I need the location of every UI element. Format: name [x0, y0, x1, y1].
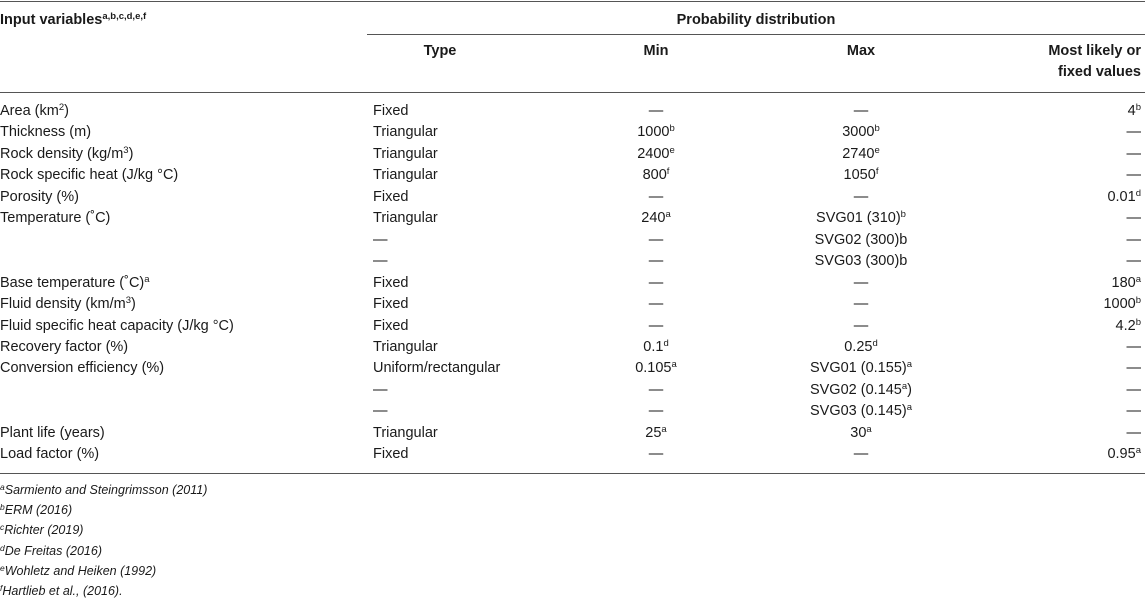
cell-max-text: — [853, 296, 869, 312]
cell-min [556, 403, 756, 420]
cell-max-text: — [853, 446, 869, 462]
cell-likely-text: — [1126, 253, 1141, 269]
cell-min-text: — [648, 382, 664, 398]
cell-min [556, 318, 756, 335]
cell-max-sup: b [900, 209, 906, 220]
footnote-mark: b [0, 502, 5, 512]
cell-max [761, 339, 961, 356]
cell-variable-after: ) [64, 103, 69, 119]
footnote-mark: c [0, 522, 5, 532]
cell-max [761, 167, 961, 184]
cell-likely [945, 189, 1141, 206]
footnote-text: Hartlieb et al., (2016). [2, 584, 123, 598]
cell-min-sup: a [665, 209, 671, 220]
footnote-mark: e [0, 563, 5, 573]
cell-likely-text: 0.01 [1107, 189, 1136, 205]
cell-min [556, 210, 756, 227]
cell-variable-text: Fluid specific heat capacity (J/kg °C) [0, 318, 234, 334]
cell-max-text: 0.25 [844, 339, 873, 355]
cell-variable-text: Temperature (˚C) [0, 210, 111, 226]
cell-max [761, 275, 961, 292]
cell-likely-text: 4 [1127, 103, 1136, 119]
header-max: Max [846, 43, 876, 59]
cell-min-text: 0.105 [635, 360, 672, 376]
cell-min [556, 253, 756, 270]
cell-type-text: Fixed [373, 103, 409, 119]
cell-max [761, 318, 961, 335]
cell-type [373, 339, 438, 356]
cell-max-sup: e [874, 145, 880, 156]
cell-min [556, 167, 756, 184]
cell-min-sup: b [669, 123, 675, 134]
cell-type [373, 318, 408, 335]
cell-type-text: Triangular [373, 425, 438, 441]
cell-min-sup: d [663, 338, 669, 349]
cell-likely-text: — [1126, 167, 1141, 183]
cell-max [761, 146, 961, 163]
cell-max-text: SVG01 (0.155) [809, 360, 907, 376]
cell-variable-text: Rock specific heat (J/kg °C) [0, 167, 179, 183]
footnote-text: Sarmiento and Steingrimsson (2011) [4, 483, 208, 497]
cell-variable [0, 275, 150, 292]
top-rule [0, 1, 1145, 2]
cell-variable-text: Fluid density (km/m [0, 296, 126, 312]
group-rule [367, 34, 1145, 35]
header-type: Type [423, 43, 457, 59]
cell-type [373, 382, 388, 399]
cell-variable-text: Rock density (kg/m [0, 146, 124, 162]
cell-variable-text: Area (km [0, 103, 59, 119]
cell-likely-sup: b [1135, 317, 1141, 328]
cell-likely [945, 232, 1141, 249]
cell-max-text: 3000 [842, 124, 875, 140]
cell-min [556, 339, 756, 356]
footnote [0, 503, 72, 518]
cell-min-text: — [648, 296, 664, 312]
cell-min [556, 146, 756, 163]
cell-max-text: — [853, 103, 869, 119]
cell-type-text: Triangular [373, 124, 438, 140]
cell-type-text: — [373, 253, 388, 269]
cell-likely [945, 210, 1141, 227]
cell-variable-text: Load factor (%) [0, 446, 100, 462]
cell-likely-text: 1000 [1103, 296, 1136, 312]
footnote-text: Richter (2019) [4, 523, 84, 537]
footnote [0, 584, 123, 599]
cell-type-text: Triangular [373, 146, 438, 162]
cell-variable [0, 124, 91, 141]
cell-min [556, 446, 756, 463]
cell-min-text: 0.1 [643, 339, 664, 355]
cell-variable [0, 318, 234, 335]
cell-likely-text: 180 [1111, 275, 1136, 291]
cell-min-text: — [648, 446, 664, 462]
cell-likely [945, 124, 1141, 141]
cell-max [761, 425, 961, 442]
cell-max [761, 103, 961, 120]
cell-max-text: SVG03 (300)b [814, 253, 908, 269]
cell-type-text: — [373, 232, 388, 248]
cell-max-sup: a [906, 402, 913, 413]
cell-max-sup: a [866, 424, 872, 435]
cell-min [556, 275, 756, 292]
footnote [0, 523, 83, 538]
cell-max-text: SVG01 (310) [816, 210, 901, 226]
cell-type-text: Triangular [373, 339, 438, 355]
header-likely-line1: Most likely or [1048, 43, 1141, 59]
cell-likely-sup: a [1135, 274, 1141, 285]
cell-likely-text: 0.95 [1107, 446, 1136, 462]
cell-type-text: — [373, 403, 388, 419]
cell-variable-sup: 2 [58, 102, 65, 113]
cell-likely-text: — [1126, 339, 1141, 355]
footnote-text: Wohletz and Heiken (1992) [4, 564, 157, 578]
cell-type [373, 403, 388, 420]
cell-likely [945, 339, 1141, 356]
cell-max-text: — [853, 275, 869, 291]
cell-variable [0, 210, 110, 227]
cell-type-text: Fixed [373, 189, 409, 205]
cell-likely-text: — [1126, 382, 1141, 398]
cell-min-text: — [648, 189, 664, 205]
footnote-text: ERM (2016) [4, 503, 73, 517]
cell-type-text: Uniform/rectangular [373, 360, 501, 376]
cell-variable-text: Thickness (m) [0, 124, 92, 140]
cell-type [373, 189, 408, 206]
cell-min [556, 425, 756, 442]
cell-likely [945, 382, 1141, 399]
cell-max-text: — [853, 318, 869, 334]
footnote-text: De Freitas (2016) [4, 544, 102, 558]
cell-min-text: — [648, 275, 664, 291]
cell-max-text: SVG02 (0.145 [809, 382, 902, 398]
footnote [0, 544, 102, 559]
cell-max [761, 124, 961, 141]
cell-min [556, 189, 756, 206]
cell-type [373, 296, 408, 313]
cell-min-text: — [648, 103, 664, 119]
cell-max [761, 189, 961, 206]
cell-type [373, 103, 408, 120]
cell-min-text: 240 [641, 210, 666, 226]
cell-variable [0, 360, 164, 377]
cell-likely-text: — [1126, 146, 1141, 162]
cell-likely-text: — [1126, 210, 1141, 226]
footnote-mark: d [0, 543, 5, 553]
cell-variable [0, 339, 128, 356]
cell-type-text: Fixed [373, 318, 409, 334]
cell-variable [0, 296, 136, 313]
cell-variable-text: Porosity (%) [0, 189, 79, 205]
cell-likely [945, 275, 1141, 292]
cell-max-sup: a [906, 359, 913, 370]
cell-likely-text: 4.2 [1115, 318, 1136, 334]
cell-type-text: Fixed [373, 275, 409, 291]
cell-max [761, 296, 961, 313]
cell-min [556, 103, 756, 120]
cell-type [373, 360, 500, 377]
cell-variable-text: Recovery factor (%) [0, 339, 129, 355]
cell-variable-sup: 3 [123, 145, 129, 156]
cell-min [556, 232, 756, 249]
header-probability-distribution: Probability distribution [676, 12, 836, 28]
cell-likely [945, 318, 1141, 335]
cell-max [761, 253, 961, 270]
cell-likely-text: — [1126, 232, 1141, 248]
cell-type [373, 232, 388, 249]
cell-likely [945, 403, 1141, 420]
cell-variable [0, 189, 79, 206]
cell-variable [0, 146, 133, 163]
cell-min-sup: e [669, 145, 675, 156]
cell-variable-text: Base temperature (˚C) [0, 275, 145, 291]
cell-variable-sup: 3 [125, 295, 131, 306]
cell-max-sup: d [872, 338, 878, 349]
cell-min-text: 2400 [637, 146, 670, 162]
cell-type [373, 167, 438, 184]
cell-max-text: SVG02 (300)b [814, 232, 908, 248]
cell-max-text: 2740 [842, 146, 875, 162]
cell-type-text: Fixed [373, 446, 409, 462]
cell-likely [945, 425, 1141, 442]
header-rule [0, 92, 1145, 93]
cell-min [556, 360, 756, 377]
cell-likely-text: — [1126, 425, 1141, 441]
cell-likely-sup: b [1135, 102, 1141, 113]
cell-max [761, 232, 961, 249]
cell-likely-sup: a [1135, 445, 1141, 456]
cell-variable [0, 425, 105, 442]
cell-type [373, 425, 438, 442]
cell-likely-sup: b [1135, 295, 1141, 306]
cell-type [373, 253, 388, 270]
cell-min-text: 25 [645, 425, 662, 441]
cell-min-text: — [648, 403, 664, 419]
cell-min-text: 1000 [637, 124, 670, 140]
cell-variable [0, 446, 99, 463]
cell-likely [945, 253, 1141, 270]
cell-min-sup: f [666, 166, 670, 177]
cell-max-text: 1050 [843, 167, 876, 183]
cell-max [761, 210, 961, 227]
cell-likely-text: — [1126, 360, 1141, 376]
cell-type-text: Fixed [373, 296, 409, 312]
cell-max-sup: f [875, 166, 879, 177]
cell-type-text: Triangular [373, 210, 438, 226]
cell-min-text: — [648, 253, 664, 269]
cell-likely-text: — [1126, 124, 1141, 140]
header-min: Min [643, 43, 669, 59]
cell-max-sup: b [874, 123, 880, 134]
cell-max-text: 30 [850, 425, 867, 441]
cell-max [761, 360, 961, 377]
cell-min [556, 296, 756, 313]
cell-type [373, 210, 438, 227]
cell-min [556, 124, 756, 141]
cell-min-text: 800 [642, 167, 667, 183]
cell-variable-sup: a [144, 274, 150, 285]
cell-min-sup: a [661, 424, 667, 435]
cell-min-text: — [648, 318, 664, 334]
cell-likely [945, 103, 1141, 120]
cell-min [556, 382, 756, 399]
cell-type [373, 275, 408, 292]
cell-likely [945, 360, 1141, 377]
cell-likely [945, 446, 1141, 463]
cell-max-sup: a [901, 381, 908, 392]
header-input-variables: Input variables$^{a,b,c,d,e,f}$ [0, 11, 147, 28]
cell-max [761, 403, 961, 420]
cell-max-after: ) [907, 382, 913, 398]
header-likely-line2: fixed values [1057, 64, 1141, 80]
cell-variable-text: Plant life (years) [0, 425, 105, 441]
cell-variable-after: ) [128, 146, 134, 162]
cell-max-text: — [853, 189, 869, 205]
cell-likely-sup: d [1135, 188, 1141, 199]
cell-likely-text: — [1126, 403, 1141, 419]
cell-type [373, 446, 408, 463]
cell-type-text: — [373, 382, 388, 398]
cell-variable [0, 167, 178, 184]
footnote-mark: f [0, 583, 3, 593]
cell-variable-after: ) [131, 296, 136, 312]
cell-likely [945, 167, 1141, 184]
cell-max-text: SVG03 (0.145) [809, 403, 907, 419]
footnote-mark: a [0, 482, 5, 492]
cell-type [373, 146, 438, 163]
footnote [0, 564, 156, 579]
cell-variable [0, 103, 69, 120]
cell-likely [945, 146, 1141, 163]
cell-min-sup: a [671, 359, 677, 370]
cell-max [761, 446, 961, 463]
cell-variable-text: Conversion efficiency (%) [0, 360, 165, 376]
cell-type-text: Triangular [373, 167, 438, 183]
bottom-rule [0, 473, 1145, 474]
cell-min-text: — [648, 232, 664, 248]
footnote [0, 483, 207, 498]
cell-likely [945, 296, 1141, 313]
cell-type [373, 124, 438, 141]
cell-max [761, 382, 961, 399]
